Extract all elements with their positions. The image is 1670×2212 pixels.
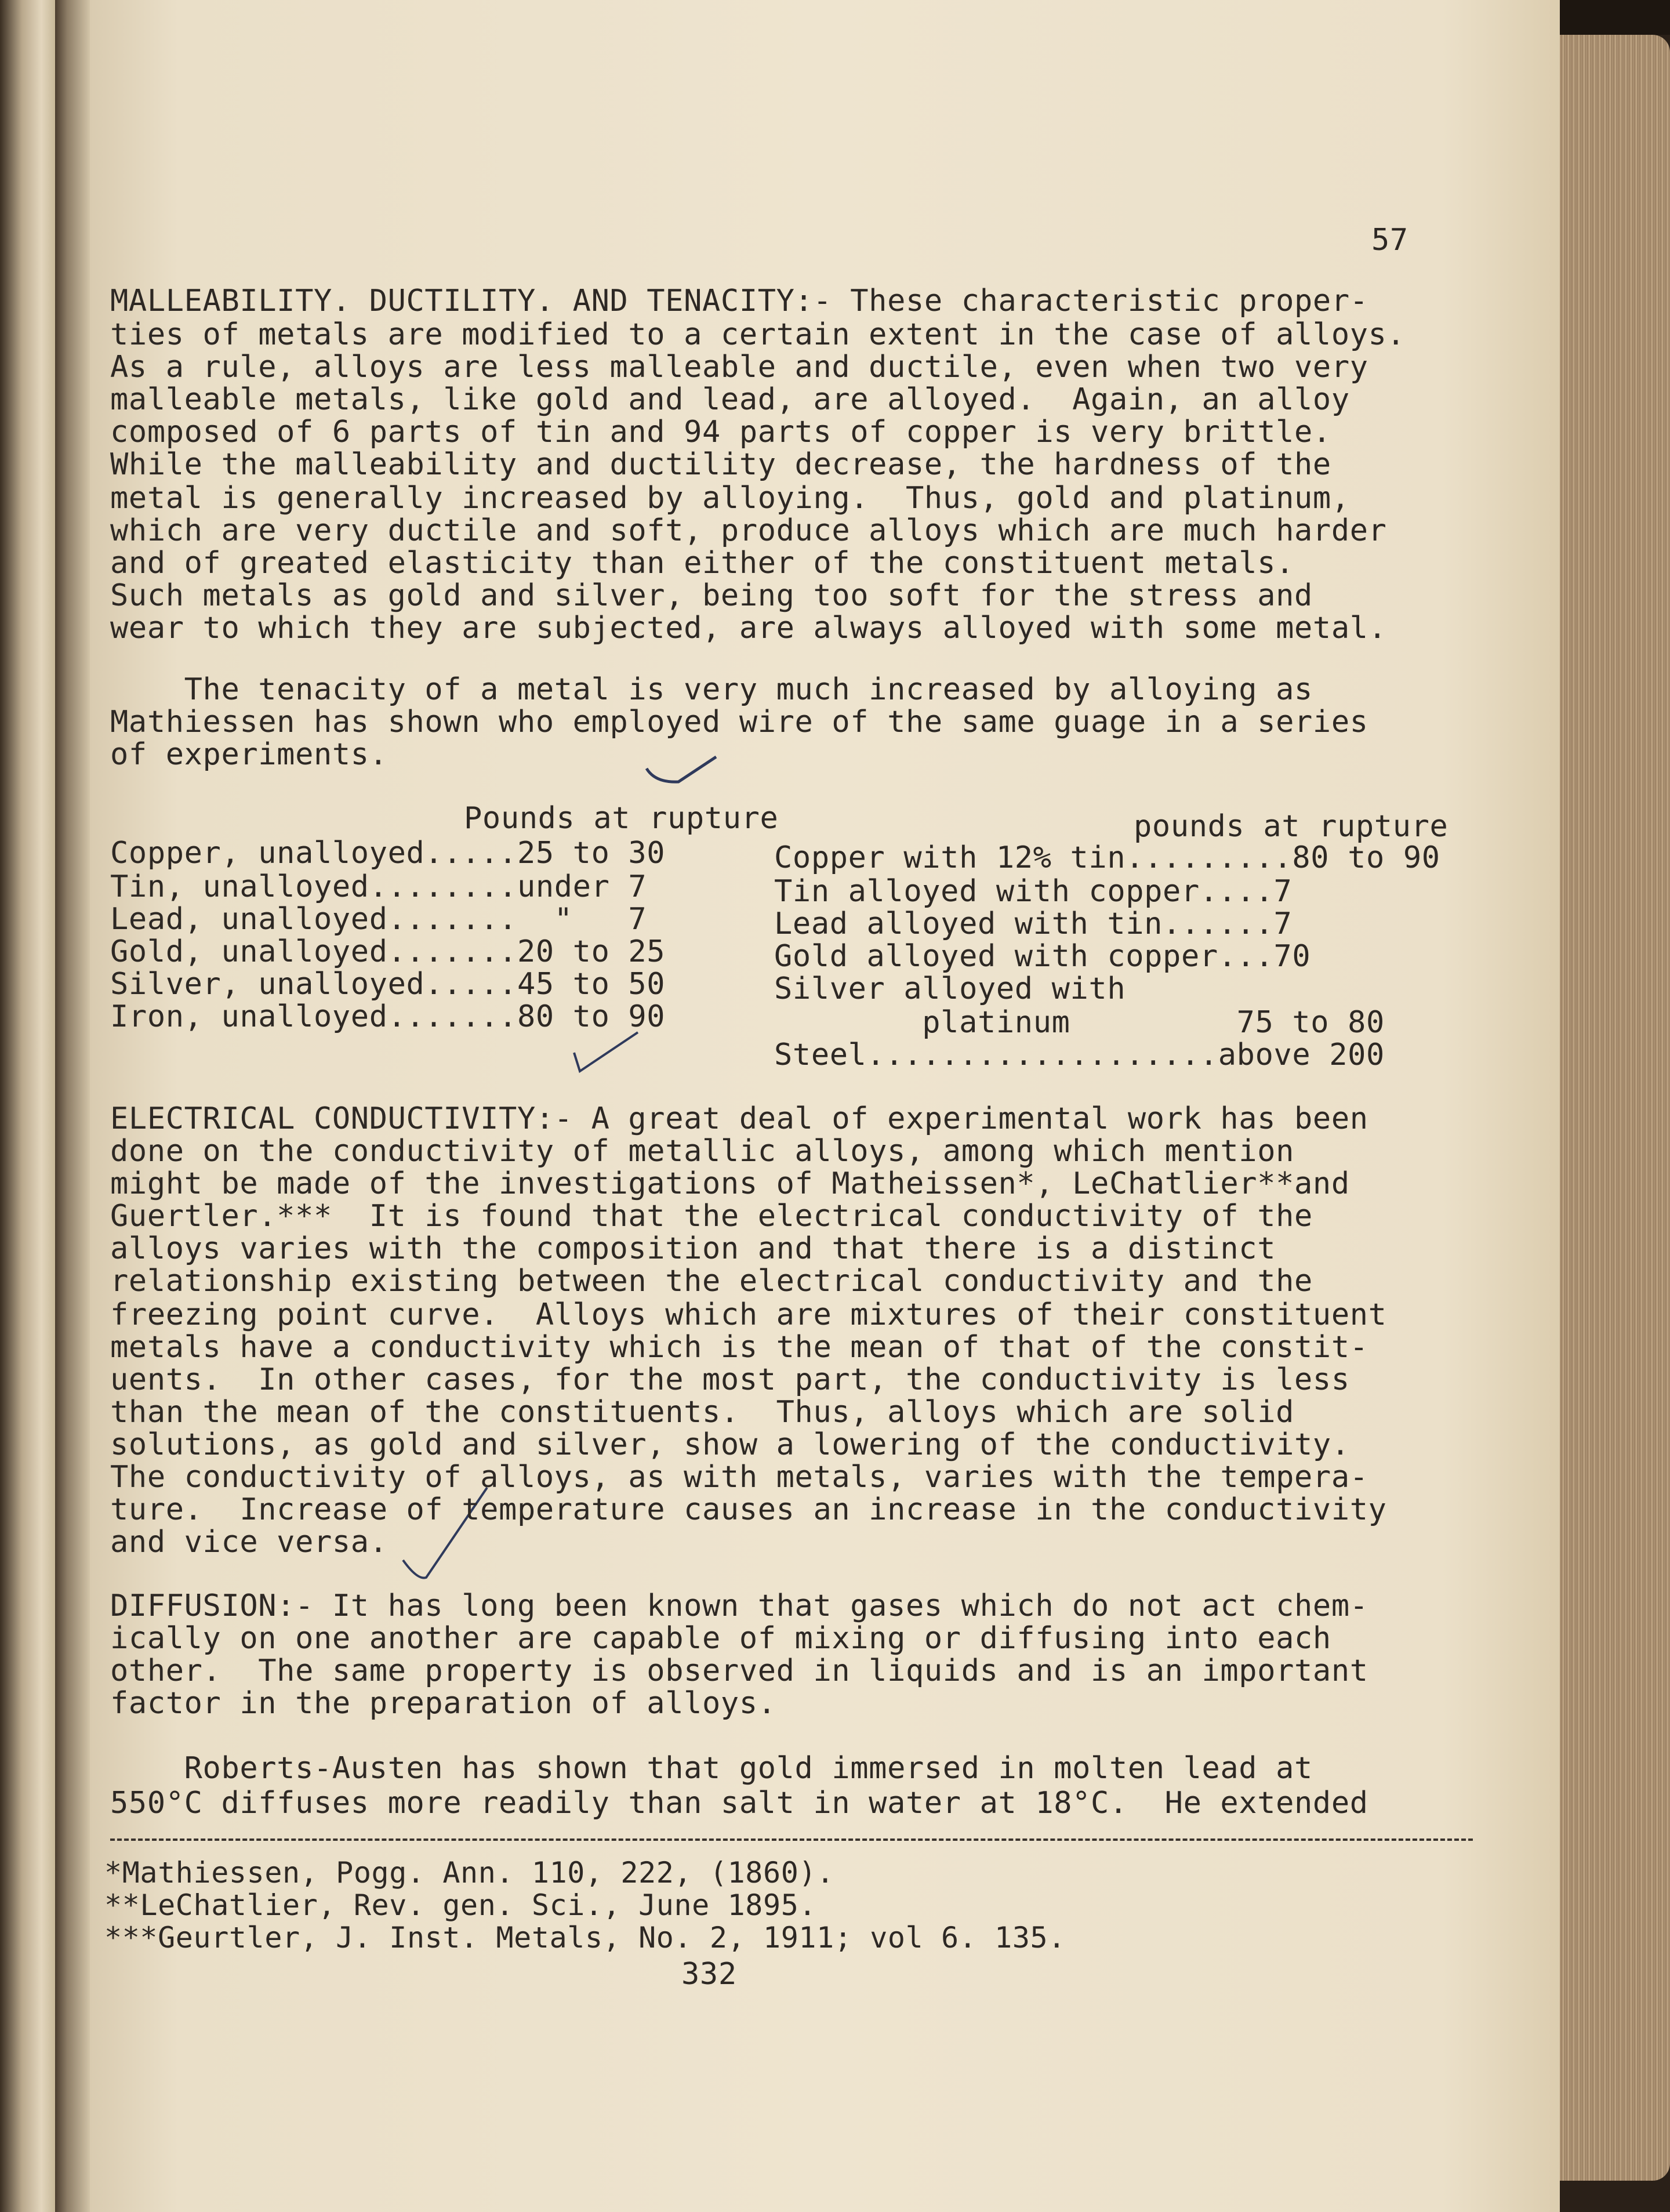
text-line: 550°C diffuses more readily than salt in water at 18°C. He extended [110, 1786, 1368, 1821]
text-line: alloys varies with the composition and that there is a distinct [110, 1231, 1276, 1266]
text-line: and of greated elasticity than either of the constituent metals. [110, 546, 1295, 581]
table-header-left: Pounds at rupture [464, 801, 779, 836]
left-page-edge [0, 0, 55, 2212]
text-line: of experiments. [110, 737, 388, 772]
text-line: might be made of the investigations of Matheissen*, LeChatlier**and [110, 1166, 1350, 1201]
bottom-page-number: 332 [681, 1957, 737, 1992]
table-row-right: Lead alloyed with tin......7 [774, 906, 1293, 941]
text-line: uents. In other cases, for the most part, the conductivity is less [110, 1362, 1350, 1397]
page-number: 57 [1371, 223, 1408, 258]
text-line: Guertler.*** It is found that the electrical conductivity of the [110, 1199, 1313, 1234]
text-line: DIFFUSION:- It has long been known that gases which do not act chem- [110, 1589, 1368, 1623]
text-line: solutions, as gold and silver, show a lowering of the conductivity. [110, 1427, 1350, 1462]
text-line: The conductivity of alloys, as with metals, varies with the tempera- [110, 1460, 1368, 1495]
footnote: *Mathiessen, Pogg. Ann. 110, 222, (1860). [104, 1856, 834, 1890]
table-row-right: Silver alloyed with [774, 971, 1126, 1006]
check-mark-icon [644, 754, 719, 795]
text-line: While the malleability and ductility decrease, the hardness of the [110, 447, 1331, 482]
page-block-shadow [1560, 0, 1670, 35]
footnote-divider [110, 1839, 1473, 1841]
text-line: MALLEABILITY. DUCTILITY. AND TENACITY:- These characteristic proper- [110, 284, 1368, 318]
text-line: than the mean of the constituents. Thus, alloys which are solid [110, 1395, 1295, 1430]
text-line: other. The same property is observed in liquids and is an important [110, 1653, 1368, 1688]
table-header-right: pounds at rupture [1134, 809, 1448, 844]
check-mark-icon [568, 1029, 644, 1076]
table-row-right: platinum 75 to 80 [774, 1005, 1385, 1040]
table-row-left: Lead, unalloyed....... " 7 [110, 902, 647, 937]
table-row-left: Gold, unalloyed.......20 to 25 [110, 934, 666, 969]
text-line: metal is generally increased by alloying. Thus, gold and platinum, [110, 481, 1350, 516]
table-row-left: Copper, unalloyed.....25 to 30 [110, 836, 666, 871]
table-row-left: Silver, unalloyed.....45 to 50 [110, 967, 666, 1002]
text-line: and vice versa. [110, 1525, 388, 1560]
text-line: wear to which they are subjected, are always alloyed with some metal. [110, 611, 1387, 646]
table-row-right: Gold alloyed with copper...70 [774, 939, 1311, 974]
text-line: metals have a conductivity which is the mean of that of the constit- [110, 1330, 1368, 1365]
footnote: ***Geurtler, J. Inst. Metals, No. 2, 1911; vol 6. 135. [104, 1921, 1066, 1954]
text-line: Mathiessen has shown who employed wire of the same guage in a series [110, 705, 1368, 739]
text-line: ically on one another are capable of mixing or diffusing into each [110, 1621, 1331, 1656]
text-line: composed of 6 parts of tin and 94 parts of copper is very brittle. [110, 415, 1331, 449]
table-row-right: Copper with 12% tin.........80 to 90 [774, 840, 1440, 875]
text-line: done on the conductivity of metallic alloys, among which mention [110, 1134, 1295, 1169]
footnote: **LeChatlier, Rev. gen. Sci., June 1895. [104, 1888, 817, 1922]
text-line: The tenacity of a metal is very much increased by alloying as [110, 672, 1313, 707]
text-line: which are very ductile and soft, produce alloys which are much harder [110, 513, 1387, 548]
text-line: factor in the preparation of alloys. [110, 1686, 776, 1721]
table-row-left: Tin, unalloyed........under 7 [110, 869, 647, 904]
text-line: ture. Increase of temperature causes an increase in the conductivity [110, 1492, 1387, 1527]
book-gutter [55, 0, 90, 2212]
text-line: freezing point curve. Alloys which are mixtures of their constituent [110, 1297, 1387, 1332]
text-line: ELECTRICAL CONDUCTIVITY:- A great deal of experimental work has been [110, 1101, 1368, 1136]
text-line: malleable metals, like gold and lead, are alloyed. Again, an alloy [110, 382, 1350, 417]
text-line: Roberts-Austen has shown that gold immersed in molten lead at [110, 1751, 1313, 1786]
text-line: Such metals as gold and silver, being too soft for the stress and [110, 578, 1313, 613]
text-line: As a rule, alloys are less malleable and ductile, even when two very [110, 350, 1368, 385]
text-line: relationship existing between the electrical conductivity and the [110, 1264, 1313, 1299]
text-line: ties of metals are modified to a certain extent in the case of alloys. [110, 317, 1406, 352]
page-block-edge [1560, 35, 1670, 2181]
table-row-left: Iron, unalloyed.......80 to 90 [110, 999, 666, 1034]
table-row-right: Tin alloyed with copper....7 [774, 874, 1293, 909]
table-row-right: Steel...................above 200 [774, 1038, 1385, 1072]
